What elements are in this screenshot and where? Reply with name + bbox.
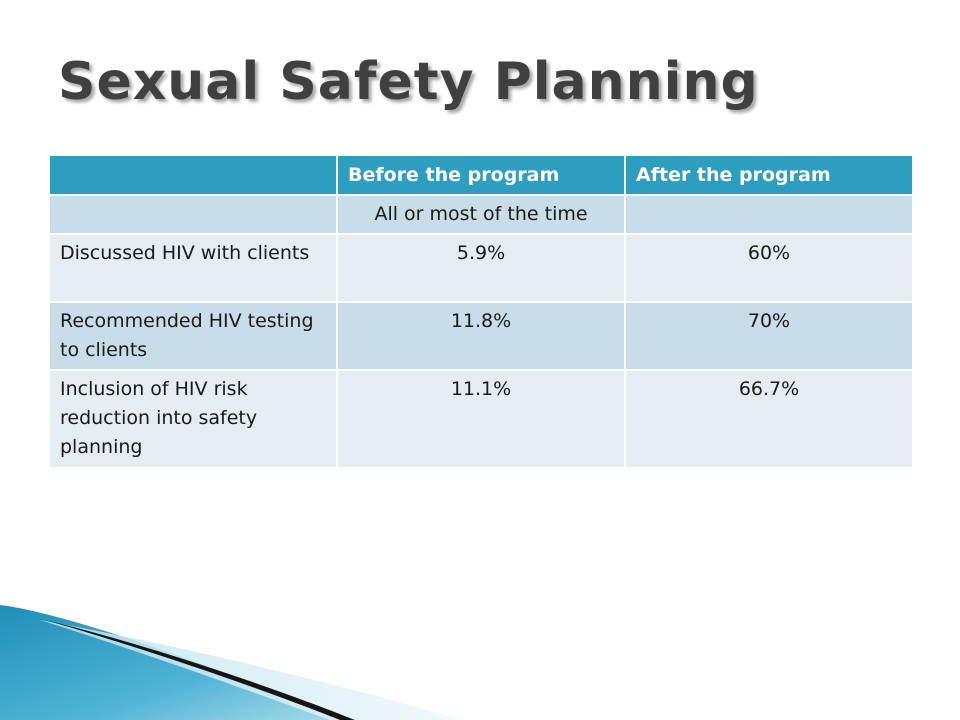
before-value: 11.1% bbox=[337, 370, 625, 468]
subheader-frequency: All or most of the time bbox=[337, 195, 625, 234]
row-label: Inclusion of HIV risk reduction into safety planning bbox=[49, 370, 337, 468]
after-value: 70% bbox=[625, 302, 913, 370]
slide-title: Sexual Safety Planning bbox=[58, 52, 759, 112]
header-after-program: After the program bbox=[625, 155, 913, 195]
before-value: 5.9% bbox=[337, 234, 625, 302]
before-value: 11.8% bbox=[337, 302, 625, 370]
row-label: Discussed HIV with clients bbox=[49, 234, 337, 302]
after-value: 66.7% bbox=[625, 370, 913, 468]
header-before-program: Before the program bbox=[337, 155, 625, 195]
after-value: 60% bbox=[625, 234, 913, 302]
row-label: Recommended HIV testing to clients bbox=[49, 302, 337, 370]
